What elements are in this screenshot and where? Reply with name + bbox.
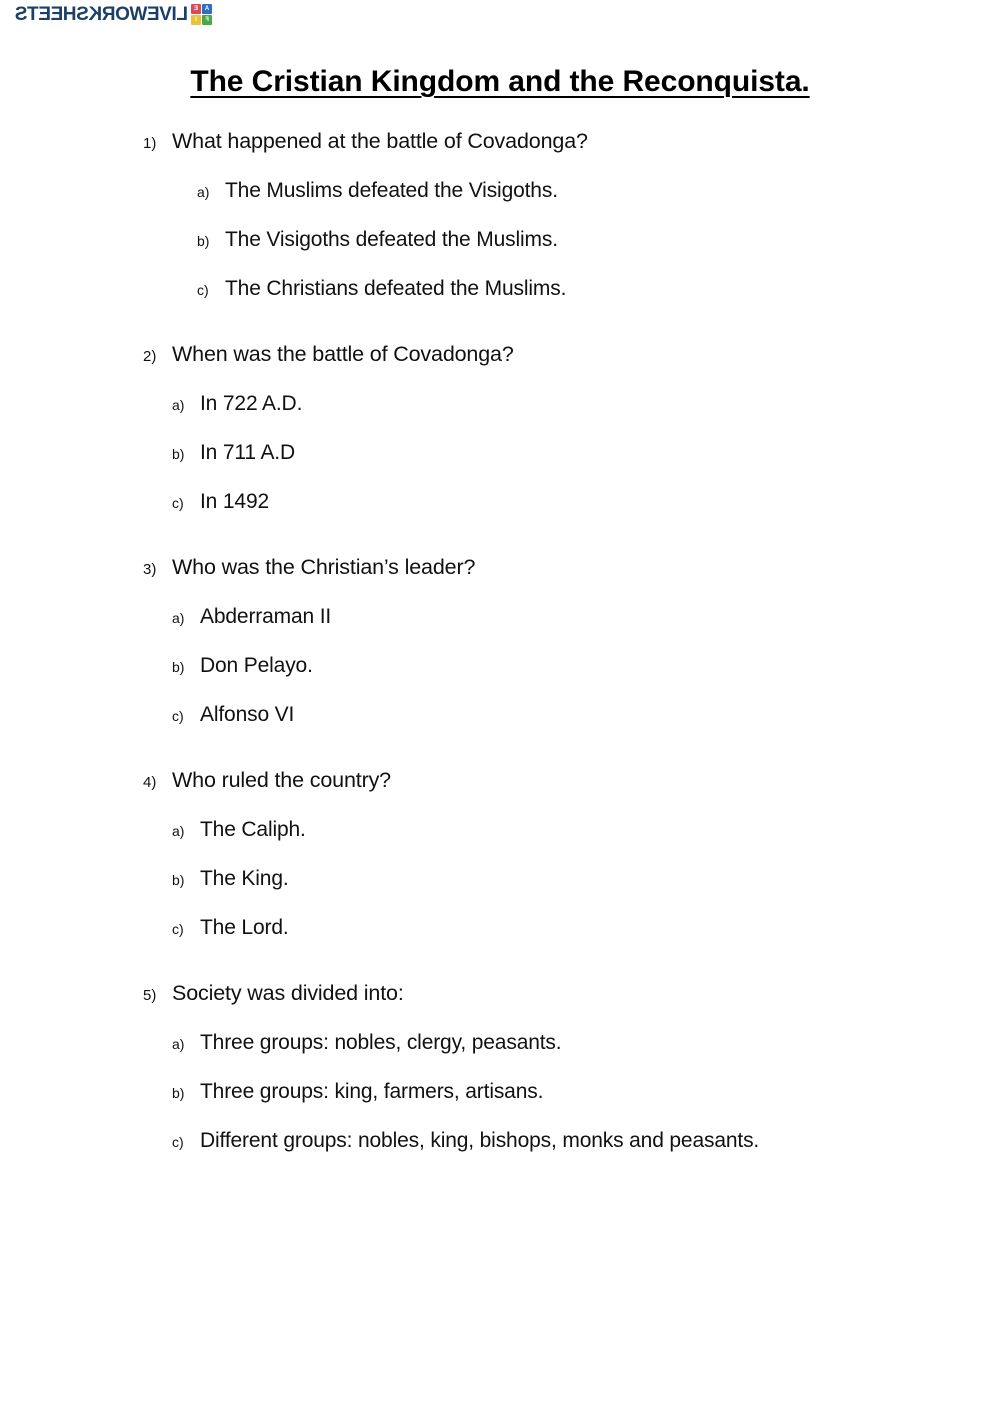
question-text: Who was the Christian’s leader? — [172, 555, 476, 579]
option-c[interactable] — [172, 917, 1000, 966]
option-marker: b) — [172, 659, 185, 675]
option-text: Three groups: nobles, clergy, peasants. — [200, 1031, 562, 1054]
title-container — [0, 64, 1000, 100]
option-c[interactable] — [172, 1130, 1000, 1179]
option-b[interactable] — [172, 868, 1000, 917]
question-text: Society was divided into: — [172, 981, 404, 1005]
question-1 — [143, 131, 1000, 180]
brand-name: LIVEWORKSHEETS — [15, 3, 188, 25]
option-list — [0, 180, 1000, 327]
option-marker: a) — [197, 184, 210, 200]
logo-cell-f: F — [202, 15, 212, 25]
option-marker: b) — [197, 233, 210, 249]
option-marker: c) — [172, 708, 184, 724]
question-list — [0, 131, 1000, 1196]
question-4 — [143, 770, 1000, 819]
option-b[interactable] — [172, 442, 1000, 491]
option-b[interactable] — [172, 1081, 1000, 1130]
option-text: The King. — [200, 867, 289, 890]
option-a[interactable] — [172, 393, 1000, 442]
option-text: Alfonso VI — [200, 703, 295, 726]
option-text: The Christians defeated the Muslims. — [225, 277, 567, 300]
option-b[interactable] — [197, 229, 1000, 278]
question-marker: 3) — [143, 561, 157, 578]
option-c[interactable] — [172, 704, 1000, 753]
question-marker: 4) — [143, 774, 157, 791]
question-marker: 2) — [143, 348, 157, 365]
option-marker: c) — [172, 495, 184, 511]
option-marker: a) — [172, 397, 185, 413]
question-2 — [143, 344, 1000, 393]
question-marker: 5) — [143, 987, 157, 1004]
option-text: Different groups: nobles, king, bishops, monks and peasants. — [200, 1129, 760, 1152]
question-block — [0, 131, 1000, 344]
option-text: Don Pelayo. — [200, 654, 313, 677]
option-a[interactable] — [172, 819, 1000, 868]
option-text: In 722 A.D. — [200, 392, 303, 415]
option-list — [0, 1032, 1000, 1179]
option-marker: a) — [172, 823, 185, 839]
option-text: The Caliph. — [200, 818, 306, 841]
option-a[interactable] — [172, 606, 1000, 655]
option-a[interactable] — [197, 180, 1000, 229]
option-text: The Lord. — [200, 916, 289, 939]
option-list — [0, 819, 1000, 966]
option-list — [0, 393, 1000, 540]
option-text: The Muslims defeated the Visigoths. — [225, 179, 558, 202]
logo-cell-e: E — [191, 4, 201, 14]
option-marker: a) — [172, 1036, 185, 1052]
option-a[interactable] — [172, 1032, 1000, 1081]
option-marker: b) — [172, 872, 185, 888]
option-b[interactable] — [172, 655, 1000, 704]
question-marker: 1) — [143, 135, 157, 152]
question-text: When was the battle of Covadonga? — [172, 342, 514, 366]
question-block — [0, 344, 1000, 557]
question-spacer — [0, 966, 1000, 983]
option-marker: c) — [172, 1134, 184, 1150]
question-text: What happened at the battle of Covadonga? — [172, 129, 588, 153]
option-marker: c) — [172, 921, 184, 937]
option-text: The Visigoths defeated the Muslims. — [225, 228, 558, 251]
option-c[interactable] — [172, 491, 1000, 540]
question-block — [0, 557, 1000, 770]
option-marker: c) — [197, 282, 209, 298]
question-spacer — [0, 1179, 1000, 1196]
option-marker: a) — [172, 610, 185, 626]
option-text: In 711 A.D — [200, 441, 296, 464]
question-block — [0, 770, 1000, 983]
question-5 — [143, 983, 1000, 1032]
logo-cell-a: A — [202, 4, 212, 14]
logo-cell-i: I — [191, 15, 201, 25]
question-block — [0, 983, 1000, 1196]
option-list — [0, 606, 1000, 753]
question-text: Who ruled the country? — [172, 768, 391, 792]
option-c[interactable] — [197, 278, 1000, 327]
question-spacer — [0, 753, 1000, 770]
option-marker: b) — [172, 446, 185, 462]
question-spacer — [0, 540, 1000, 557]
option-text: In 1492 — [200, 490, 270, 513]
option-text: Three groups: king, farmers, artisans. — [200, 1080, 544, 1103]
option-marker: b) — [172, 1085, 185, 1101]
option-text: Abderraman II — [200, 605, 332, 628]
question-3 — [143, 557, 1000, 606]
page-title: The Cristian Kingdom and the Reconquista. — [190, 65, 810, 98]
